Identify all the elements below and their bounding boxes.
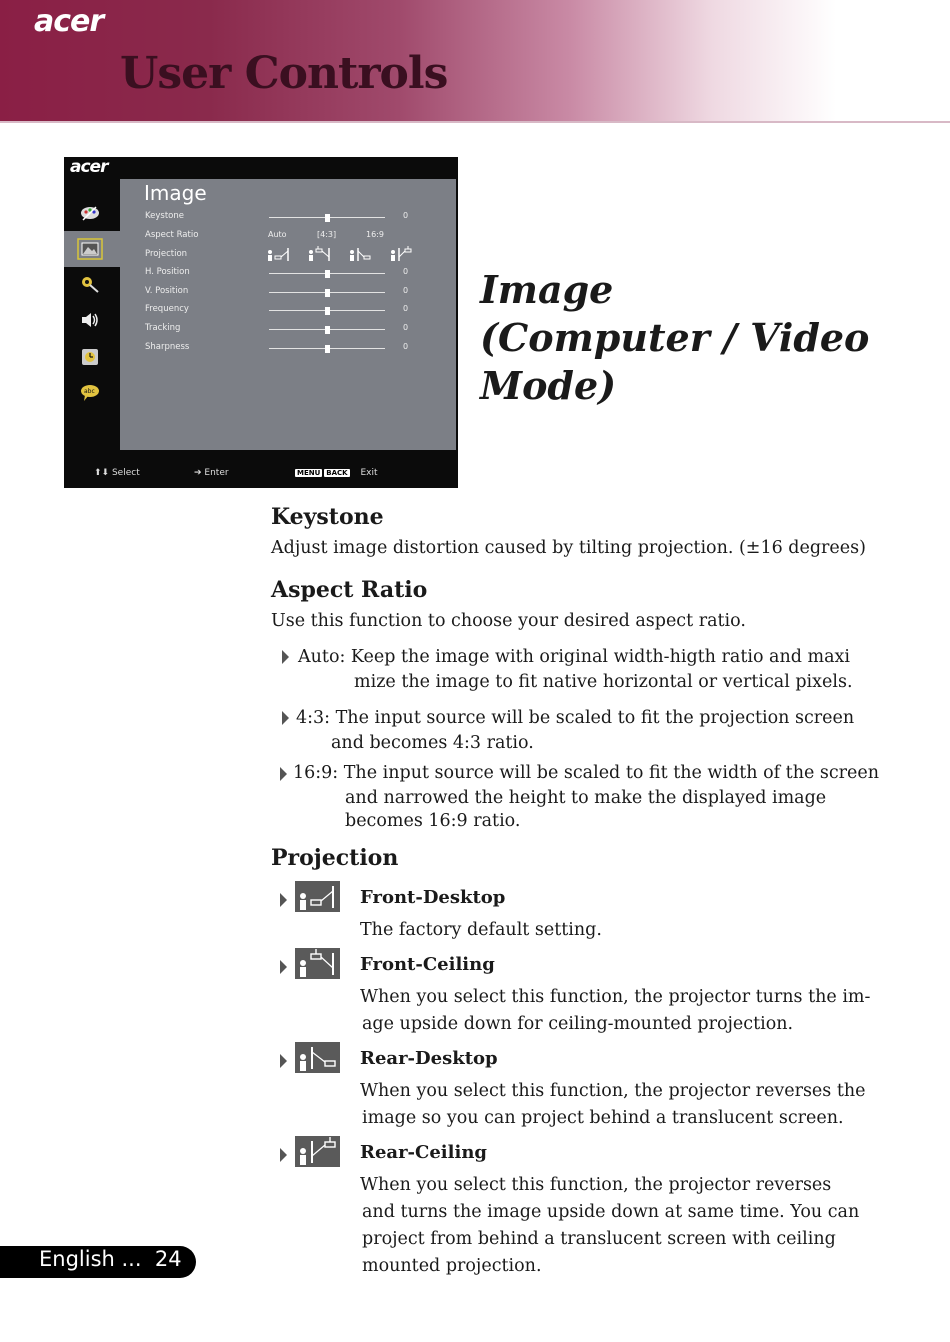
rear-desktop-text-line2: image so you can project behind a translucent screen. [362, 1108, 844, 1128]
osd-value: 0 [403, 286, 409, 295]
front-ceiling-title: Front-Ceiling [360, 954, 495, 975]
osd-slider-thumb [325, 326, 330, 334]
rear-ceiling-icon [389, 245, 415, 263]
rear-ceiling-text-line1: When you select this function, the projector reverses [360, 1175, 832, 1195]
timer-icon [76, 346, 104, 368]
osd-panel-title: Image [144, 181, 207, 205]
page-header-title: User Controls [120, 48, 448, 99]
rear-desktop-icon [295, 1042, 340, 1073]
section-title-line2: (Computer / Video [480, 315, 870, 360]
up-down-icon: ⬆⬇ [94, 468, 112, 478]
bullet-arrow-icon [282, 711, 289, 725]
osd-row-keystone [145, 211, 445, 225]
rear-ceiling-icon [295, 1136, 340, 1167]
osd-slider-track [269, 310, 385, 311]
osd-slider-track [269, 273, 385, 274]
section-title-line3: Mode) [480, 363, 617, 408]
header-divider [0, 121, 950, 123]
osd-value: 0 [403, 211, 409, 220]
front-ceiling-text-line2: age upside down for ceiling-mounted projection. [362, 1014, 794, 1034]
front-desktop-text: The factory default setting. [360, 920, 602, 940]
front-desktop-title: Front-Desktop [360, 887, 506, 908]
speaker-icon [76, 309, 104, 331]
palette-icon [76, 202, 104, 224]
projection-heading: Projection [271, 845, 399, 871]
rear-desktop-title: Rear-Desktop [360, 1048, 498, 1069]
bullet-arrow-icon [280, 893, 287, 907]
aspect-ratio-heading: Aspect Ratio [271, 577, 428, 603]
osd-footer-select-label: Select [111, 468, 140, 478]
osd-label: Frequency [145, 304, 189, 314]
keystone-text: Adjust image distortion caused by tilting projection. (±16 degrees) [271, 538, 866, 558]
osd-label: Keystone [145, 211, 184, 221]
section-title-line1: Image [480, 267, 614, 312]
osd-slider-thumb [325, 214, 330, 222]
osd-image-panel [120, 179, 456, 450]
osd-value: 0 [403, 323, 409, 332]
aspect-169-line1: 16:9: The input source will be scaled to fit the width of the screen [293, 763, 880, 783]
osd-value: 0 [403, 267, 409, 276]
rear-ceiling-text-line3: project from behind a translucent screen with ceiling [362, 1229, 836, 1249]
osd-row-h-position [145, 267, 445, 281]
osd-slider-thumb [325, 307, 330, 315]
rear-desktop-icon [348, 245, 374, 263]
section-title [480, 266, 900, 410]
aspect-43-line2: and becomes 4:3 ratio. [331, 733, 534, 753]
aspect-43-line1: 4:3: The input source will be scaled to fit the projection screen [296, 708, 855, 728]
osd-footer-enter-label: Enter [204, 468, 229, 478]
osd-label: Aspect Ratio [145, 230, 199, 240]
rear-ceiling-title: Rear-Ceiling [360, 1142, 487, 1163]
osd-row-sharpness [145, 342, 445, 356]
osd-label: Tracking [145, 323, 181, 333]
osd-menu-button: MENU [297, 469, 321, 477]
settings-icon [76, 273, 104, 295]
osd-row-aspect-ratio [145, 230, 445, 244]
osd-footer-exit-label: Exit [360, 468, 378, 478]
front-ceiling-icon [307, 245, 333, 263]
front-desktop-icon [266, 245, 292, 263]
acer-logo: acer [34, 4, 104, 39]
osd-slider-thumb [325, 345, 330, 353]
bullet-arrow-icon [282, 650, 289, 664]
bullet-arrow-icon [280, 1054, 287, 1068]
image-icon [76, 238, 104, 260]
page-number: English ... 24 [39, 1247, 182, 1271]
aspect-auto-line1: Auto: Keep the image with original width-higth ratio and maxi [298, 647, 851, 667]
osd-slider-thumb [325, 270, 330, 278]
osd-acer-logo: acer [70, 157, 108, 177]
osd-label: V. Position [145, 286, 189, 296]
osd-value: 0 [403, 342, 409, 351]
osd-label: H. Position [145, 267, 190, 277]
aspect-auto-line2: mize the image to fit native horizontal or vertical pixels. [354, 672, 853, 692]
osd-footer-exit [295, 468, 378, 478]
osd-back-button: BACK [326, 469, 348, 477]
osd-footer-select [94, 468, 140, 478]
osd-slider-track [269, 217, 385, 218]
osd-slider-track [269, 292, 385, 293]
bullet-arrow-icon [280, 1148, 287, 1162]
aspect-169-line2: and narrowed the height to make the displayed image [345, 788, 827, 808]
language-icon [76, 382, 104, 404]
osd-label: Projection [145, 249, 188, 259]
osd-footer-enter [194, 468, 229, 478]
osd-row-v-position [145, 286, 445, 300]
osd-aspect-auto: Auto [268, 230, 287, 239]
osd-row-frequency [145, 304, 445, 318]
rear-ceiling-text-line4: mounted projection. [362, 1256, 542, 1276]
front-ceiling-icon [295, 948, 340, 979]
osd-row-tracking [145, 323, 445, 337]
front-desktop-icon [295, 881, 340, 912]
front-ceiling-text-line1: When you select this function, the projector turns the im- [360, 987, 871, 1007]
osd-aspect-16-9: 16:9 [366, 230, 384, 239]
rear-ceiling-text-line2: and turns the image upside down at same time. You can [362, 1202, 860, 1222]
bullet-arrow-icon [280, 960, 287, 974]
osd-slider-track [269, 329, 385, 330]
osd-menu-screenshot [64, 157, 458, 488]
osd-value: 0 [403, 304, 409, 313]
right-arrow-icon: ➔ [194, 468, 205, 478]
osd-slider-track [269, 348, 385, 349]
osd-row-projection [145, 249, 445, 263]
osd-slider-thumb [325, 289, 330, 297]
osd-label: Sharpness [145, 342, 190, 352]
rear-desktop-text-line1: When you select this function, the projector reverses the [360, 1081, 866, 1101]
osd-aspect-4-3: [4:3] [317, 230, 337, 239]
svg-text:abc: abc [84, 388, 95, 395]
bullet-arrow-icon [280, 767, 287, 781]
aspect-169-line3: becomes 16:9 ratio. [345, 811, 521, 831]
keystone-heading: Keystone [271, 504, 384, 530]
aspect-ratio-intro: Use this function to choose your desired aspect ratio. [271, 611, 746, 631]
